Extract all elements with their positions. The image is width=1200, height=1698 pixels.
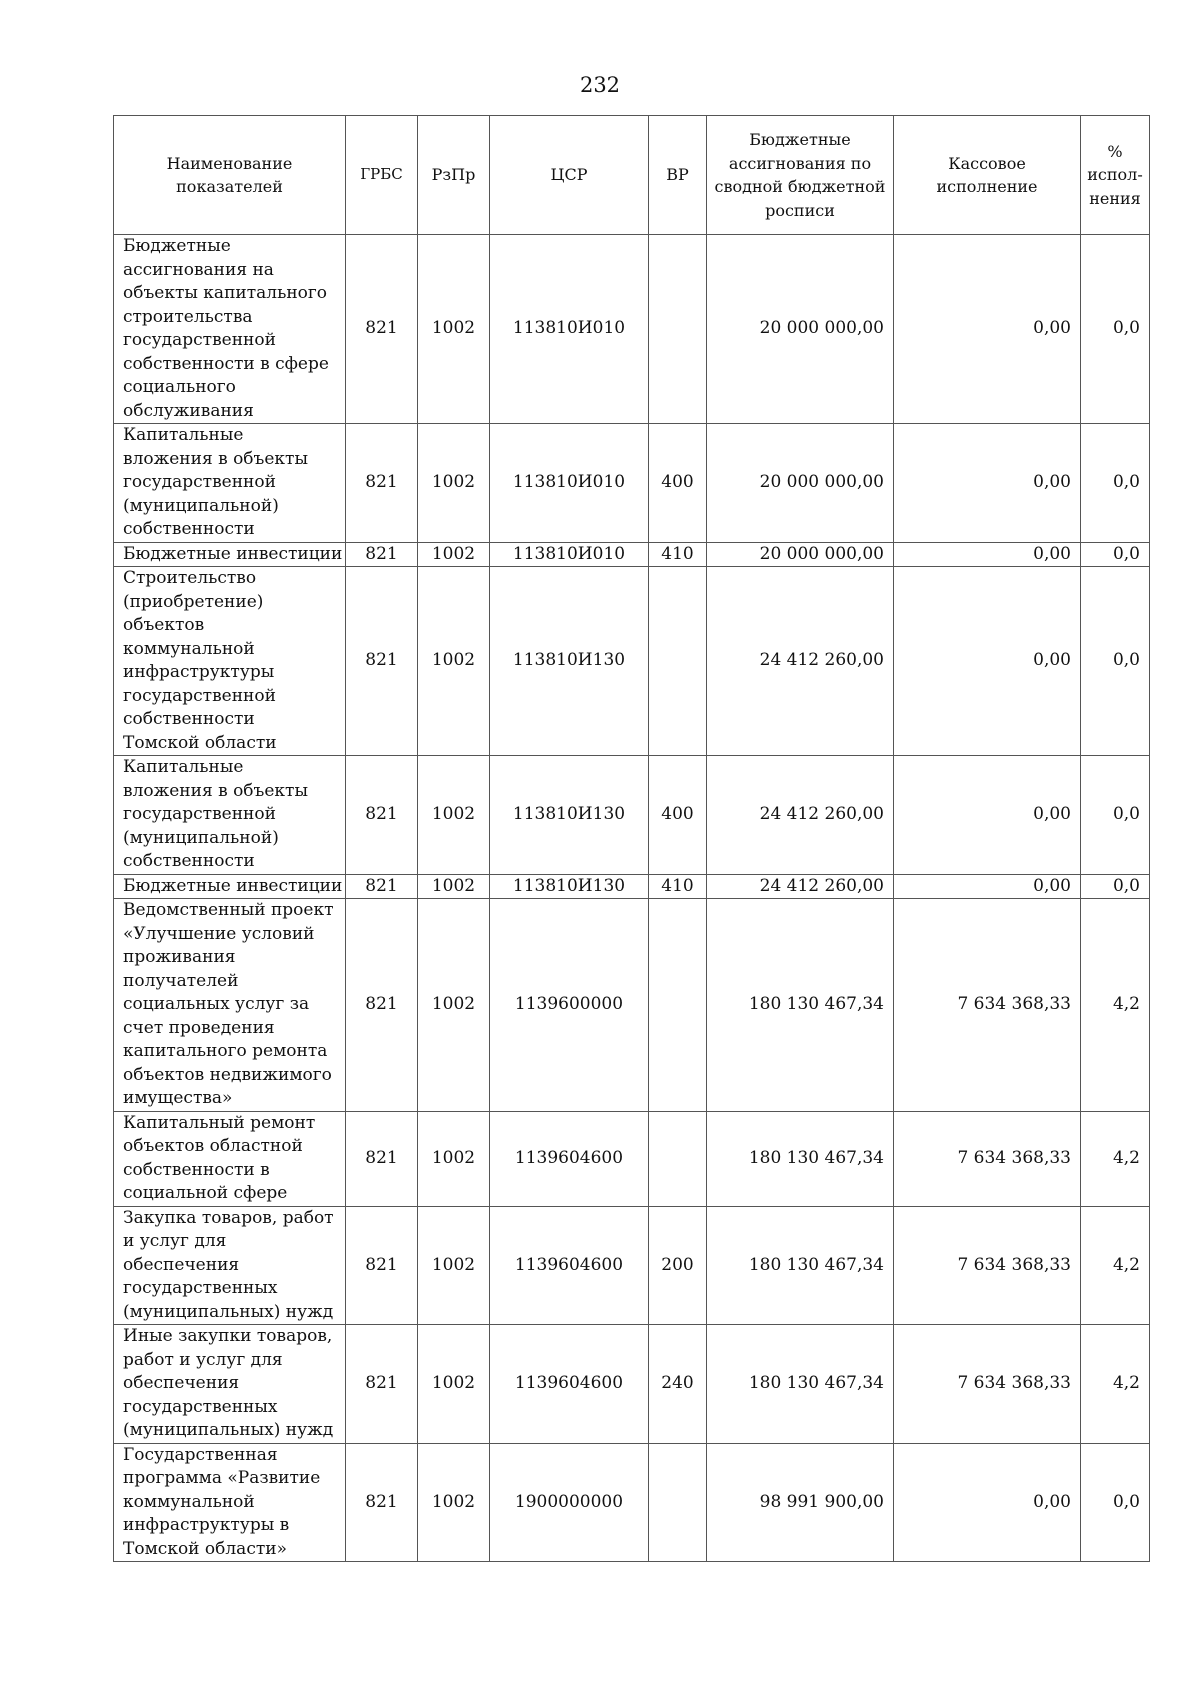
cell-grbs: 821 xyxy=(346,1443,418,1562)
cell-vr: 400 xyxy=(649,756,707,875)
cell-rzpr: 1002 xyxy=(418,756,490,875)
cell-grbs: 821 xyxy=(346,1111,418,1206)
cell-name: Государственная программа «Развитие коммунальной инфраструктуры в Томской области» xyxy=(114,1443,346,1562)
cell-vr: 240 xyxy=(649,1325,707,1444)
cell-grbs: 821 xyxy=(346,874,418,899)
cell-pct: 4,2 xyxy=(1081,1206,1150,1325)
table-row xyxy=(114,567,1150,756)
cell-vr: 400 xyxy=(649,424,707,543)
header-csr: ЦСР xyxy=(490,116,649,235)
cell-grbs: 821 xyxy=(346,424,418,543)
cell-csr: 1139604600 xyxy=(490,1111,649,1206)
cell-cash: 0,00 xyxy=(894,542,1081,567)
cell-vr: 410 xyxy=(649,874,707,899)
cell-pct: 0,0 xyxy=(1081,424,1150,543)
cell-vr xyxy=(649,1443,707,1562)
table-row xyxy=(114,424,1150,543)
table-row xyxy=(114,1111,1150,1206)
cell-budget: 20 000 000,00 xyxy=(707,235,894,424)
cell-csr: 1139604600 xyxy=(490,1206,649,1325)
cell-cash: 7 634 368,33 xyxy=(894,899,1081,1112)
header-grbs: ГРБС xyxy=(346,116,418,235)
cell-name: Капитальный ремонт объектов областной собственности в социальной сфере xyxy=(114,1111,346,1206)
cell-rzpr: 1002 xyxy=(418,899,490,1112)
table-row xyxy=(114,235,1150,424)
cell-pct: 0,0 xyxy=(1081,235,1150,424)
header-name: Наименование показателей xyxy=(114,116,346,235)
cell-grbs: 821 xyxy=(346,567,418,756)
table-row xyxy=(114,899,1150,1112)
cell-csr: 113810И130 xyxy=(490,874,649,899)
cell-csr: 113810И130 xyxy=(490,756,649,875)
cell-cash: 0,00 xyxy=(894,424,1081,543)
cell-pct: 4,2 xyxy=(1081,899,1150,1112)
cell-grbs: 821 xyxy=(346,542,418,567)
cell-budget: 24 412 260,00 xyxy=(707,874,894,899)
table-row xyxy=(114,756,1150,875)
cell-budget: 180 130 467,34 xyxy=(707,899,894,1112)
cell-cash: 0,00 xyxy=(894,756,1081,875)
cell-rzpr: 1002 xyxy=(418,1206,490,1325)
cell-csr: 113810И010 xyxy=(490,424,649,543)
cell-rzpr: 1002 xyxy=(418,542,490,567)
cell-rzpr: 1002 xyxy=(418,424,490,543)
cell-vr: 200 xyxy=(649,1206,707,1325)
cell-csr: 1139600000 xyxy=(490,899,649,1112)
cell-rzpr: 1002 xyxy=(418,1325,490,1444)
cell-rzpr: 1002 xyxy=(418,567,490,756)
cell-budget: 24 412 260,00 xyxy=(707,567,894,756)
cell-budget: 180 130 467,34 xyxy=(707,1206,894,1325)
cell-budget: 180 130 467,34 xyxy=(707,1111,894,1206)
budget-table xyxy=(113,115,1150,1562)
cell-pct: 4,2 xyxy=(1081,1111,1150,1206)
cell-vr: 410 xyxy=(649,542,707,567)
page-number: 232 xyxy=(579,73,621,97)
table-row xyxy=(114,542,1150,567)
cell-csr: 1900000000 xyxy=(490,1443,649,1562)
cell-pct: 0,0 xyxy=(1081,756,1150,875)
header-vr: ВР xyxy=(649,116,707,235)
cell-grbs: 821 xyxy=(346,899,418,1112)
cell-cash: 0,00 xyxy=(894,874,1081,899)
cell-vr xyxy=(649,567,707,756)
cell-rzpr: 1002 xyxy=(418,1443,490,1562)
cell-name: Бюджетные ассигнования на объекты капитального строительства государственной собственности в сфере социального обслуживания xyxy=(114,235,346,424)
cell-budget: 20 000 000,00 xyxy=(707,424,894,543)
cell-budget: 20 000 000,00 xyxy=(707,542,894,567)
table-row xyxy=(114,1443,1150,1562)
cell-cash: 7 634 368,33 xyxy=(894,1111,1081,1206)
cell-pct: 0,0 xyxy=(1081,542,1150,567)
cell-name: Закупка товаров, работ и услуг для обеспечения государственных (муниципальных) нужд xyxy=(114,1206,346,1325)
header-cash: Кассовое исполнение xyxy=(894,116,1081,235)
cell-grbs: 821 xyxy=(346,1325,418,1444)
cell-name: Ведомственный проект «Улучшение условий проживания получателей социальных услуг за счет проведения капитального ремонта объектов недвижимого имущества» xyxy=(114,899,346,1112)
cell-rzpr: 1002 xyxy=(418,874,490,899)
table-row xyxy=(114,874,1150,899)
table-header-row xyxy=(114,116,1150,235)
cell-budget: 98 991 900,00 xyxy=(707,1443,894,1562)
cell-vr xyxy=(649,1111,707,1206)
cell-cash: 7 634 368,33 xyxy=(894,1206,1081,1325)
cell-name: Строительство (приобретение) объектов коммунальной инфраструктуры государственной собственности Томской области xyxy=(114,567,346,756)
cell-name: Капитальные вложения в объекты государственной (муниципальной) собственности xyxy=(114,424,346,543)
cell-budget: 24 412 260,00 xyxy=(707,756,894,875)
cell-csr: 1139604600 xyxy=(490,1325,649,1444)
cell-pct: 4,2 xyxy=(1081,1325,1150,1444)
header-rzpr: РзПр xyxy=(418,116,490,235)
cell-csr: 113810И010 xyxy=(490,235,649,424)
cell-grbs: 821 xyxy=(346,1206,418,1325)
cell-pct: 0,0 xyxy=(1081,567,1150,756)
table-row xyxy=(114,1325,1150,1444)
table-row xyxy=(114,1206,1150,1325)
cell-pct: 0,0 xyxy=(1081,874,1150,899)
cell-name: Иные закупки товаров, работ и услуг для обеспечения государственных (муниципальных) нужд xyxy=(114,1325,346,1444)
cell-cash: 0,00 xyxy=(894,235,1081,424)
cell-cash: 0,00 xyxy=(894,567,1081,756)
header-pct: % испол- нения xyxy=(1081,116,1150,235)
cell-csr: 113810И130 xyxy=(490,567,649,756)
cell-cash: 7 634 368,33 xyxy=(894,1325,1081,1444)
cell-name: Капитальные вложения в объекты государственной (муниципальной) собственности xyxy=(114,756,346,875)
header-budget: Бюджетные ассигнования по сводной бюджетной росписи xyxy=(707,116,894,235)
cell-vr xyxy=(649,235,707,424)
cell-name: Бюджетные инвестиции xyxy=(114,542,346,567)
cell-cash: 0,00 xyxy=(894,1443,1081,1562)
cell-csr: 113810И010 xyxy=(490,542,649,567)
cell-rzpr: 1002 xyxy=(418,1111,490,1206)
cell-grbs: 821 xyxy=(346,756,418,875)
cell-rzpr: 1002 xyxy=(418,235,490,424)
cell-name: Бюджетные инвестиции xyxy=(114,874,346,899)
cell-grbs: 821 xyxy=(346,235,418,424)
cell-pct: 0,0 xyxy=(1081,1443,1150,1562)
cell-vr xyxy=(649,899,707,1112)
cell-budget: 180 130 467,34 xyxy=(707,1325,894,1444)
